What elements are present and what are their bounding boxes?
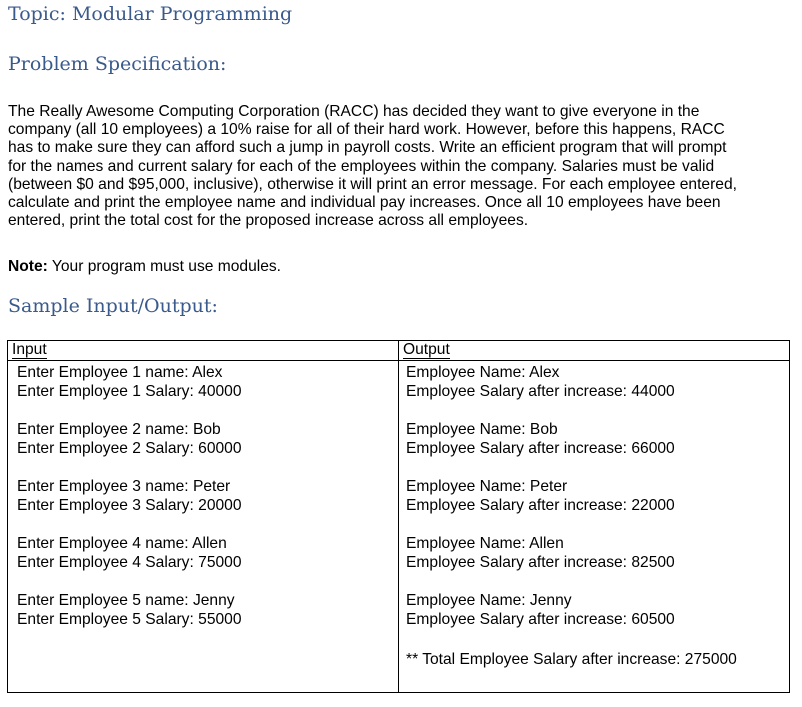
input-line: Enter Employee 5 name: Jenny [17,592,235,609]
input-pair [17,534,398,572]
input-line: Enter Employee 2 name: Bob [17,421,221,438]
io-header-row [8,341,790,361]
problem-paragraph: The Really Awesome Computing Corporation (RACC) has decided they want to give everyone in the company (all 10 employees) a 10% raise for all of their hard work. However, before this happens, RACC has to make sure they can afford such a jump in payroll costs. Write an efficient program that will prompt for the names and current salary for each of the employees within the company. Salaries must be valid (between $0 and $95,000, inclusive), otherwise it will print an error message. For each employee entered, calculate and print the employee name and individual pay increases. Once all 10 employees have been entered, print the total cost for the proposed increase across all employees. [8,103,737,230]
output-line: Employee Name: Alex [406,364,560,381]
note-label: Note: [8,258,48,275]
total-salary-line: ** Total Employee Salary after increase: 275000 [406,651,737,668]
output-line: Employee Salary after increase: 82500 [406,554,675,571]
output-line: Employee Salary after increase: 66000 [406,440,675,457]
input-line: Enter Employee 4 Salary: 75000 [17,554,242,571]
output-column [399,361,790,693]
note-text: Your program must use modules. [47,258,282,275]
input-pair [17,420,398,458]
output-pair [406,363,789,401]
problem-specification-heading: Problem Specification: [8,53,227,75]
sample-io-heading: Sample Input/Output: [8,295,218,317]
output-line: Employee Name: Allen [406,535,564,552]
sample-io-table [7,340,790,693]
input-pair [17,591,398,629]
input-pair [17,477,398,515]
output-pair [406,420,789,458]
input-line: Enter Employee 1 name: Alex [17,364,223,381]
input-line: Enter Employee 4 name: Allen [17,535,227,552]
output-line: Employee Name: Bob [406,421,558,438]
input-line: Enter Employee 2 Salary: 60000 [17,440,242,457]
output-line: Employee Salary after increase: 22000 [406,497,675,514]
output-pair [406,477,789,515]
input-header-cell [8,341,399,361]
input-line: Enter Employee 3 Salary: 20000 [17,497,242,514]
io-body-row [8,361,790,693]
output-line: Employee Salary after increase: 44000 [406,383,675,400]
output-line: Employee Name: Peter [406,478,568,495]
input-column [8,361,399,693]
input-pair [17,363,398,401]
output-pair [406,591,789,629]
input-header: Input [12,341,47,358]
input-line: Enter Employee 3 name: Peter [17,478,231,495]
output-line: Employee Name: Jenny [406,592,572,609]
output-header-cell [399,341,790,361]
topic-heading: Topic: Modular Programming [8,3,293,25]
output-line: Employee Salary after increase: 60500 [406,611,675,628]
note-line [8,258,798,276]
input-line: Enter Employee 1 Salary: 40000 [17,383,242,400]
input-line: Enter Employee 5 Salary: 55000 [17,611,242,628]
output-header: Output [403,341,450,358]
output-pair [406,534,789,572]
